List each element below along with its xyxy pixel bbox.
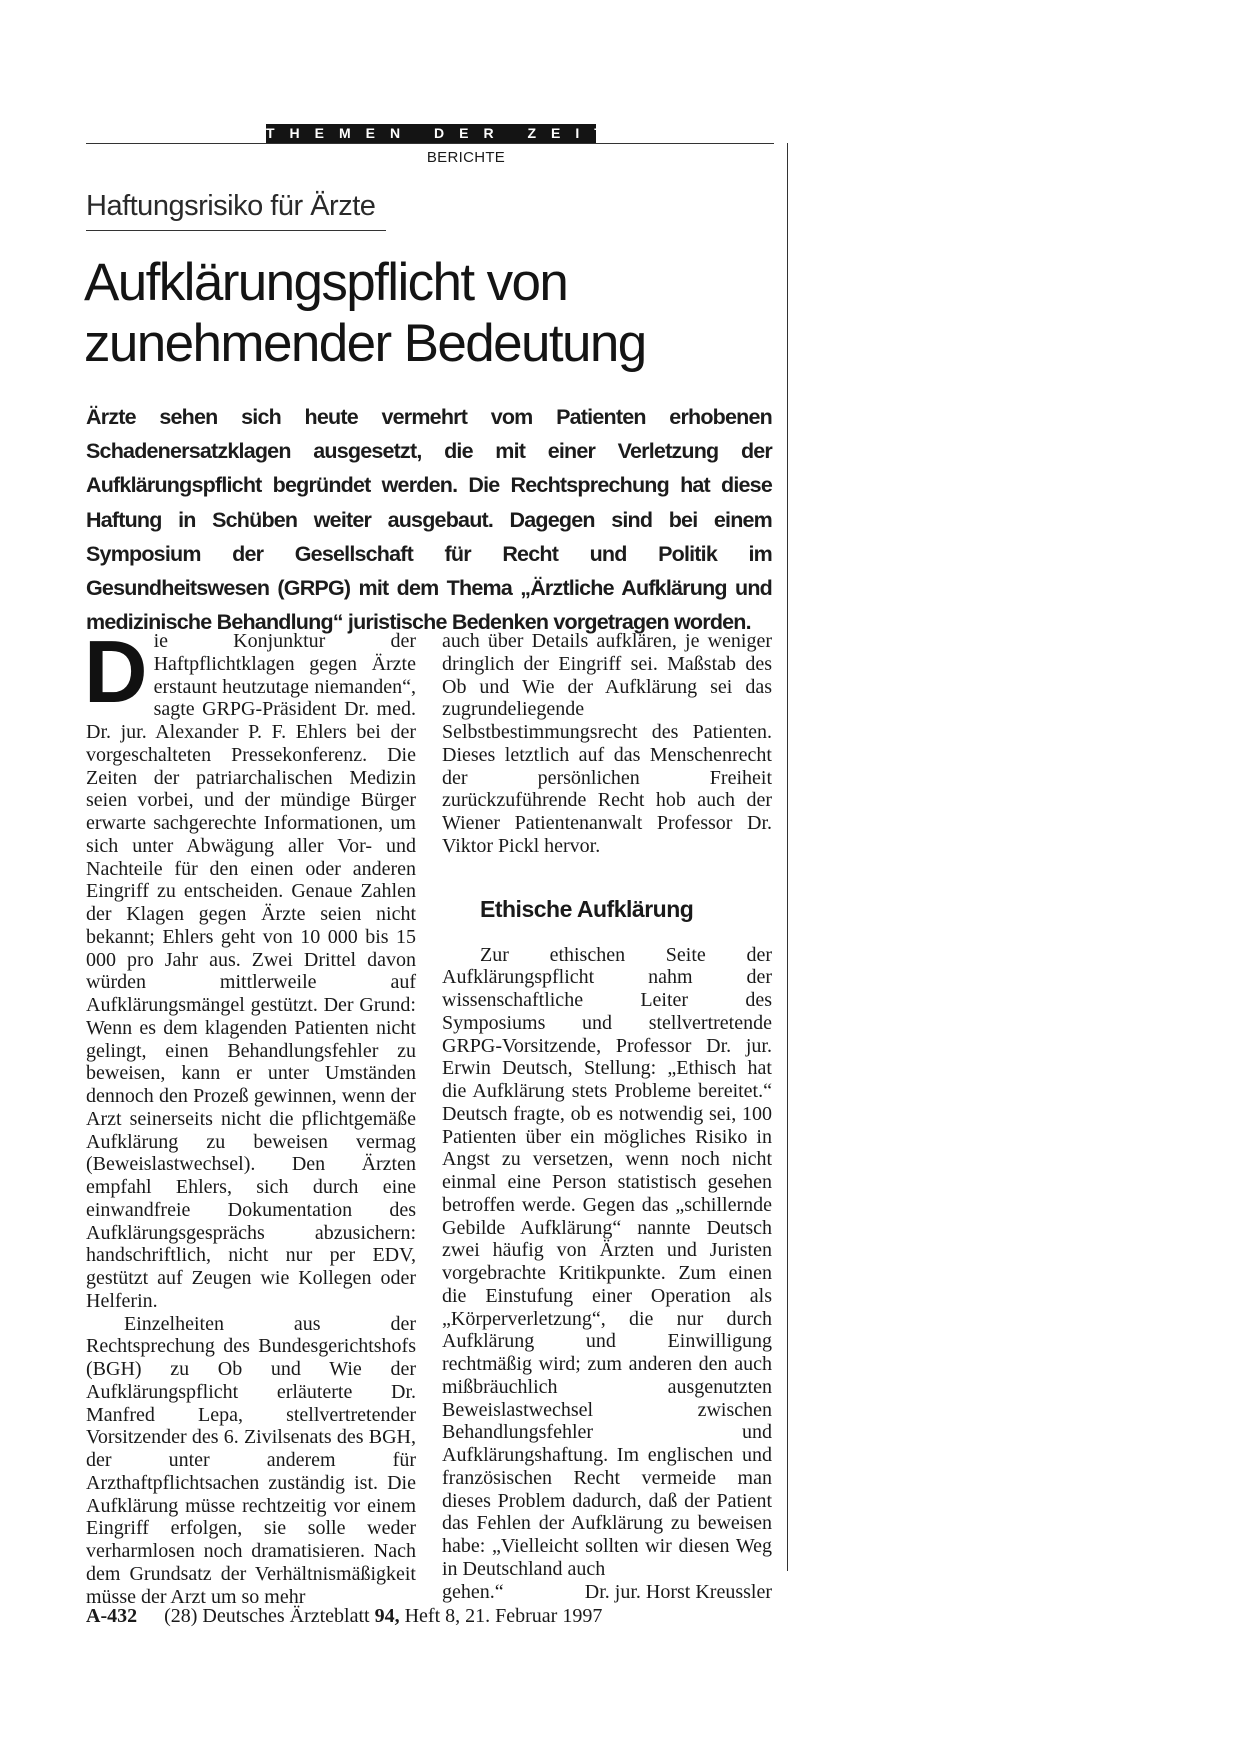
article-kicker: Haftungsrisiko für Ärzte <box>86 190 376 222</box>
section-rubric: THEMEN DER ZEIT <box>266 125 618 141</box>
body-paragraph-1 <box>84 622 416 1313</box>
body-paragraph-4: Zur ethischen Seite der Aufklärungspflicht nahm der wissenschaftliche Leiter des Symposiums und stellvertretende GRPG-Vorsitzende, Professor Dr. jur. Erwin Deutsch, Stellung: „Ethisch hat die Aufklärung stets Probleme bereitet.“ Deutsch fragte, ob es notwendig sei, 100 Patienten über ein mögliches Risiko in Angst zu versetzen, wenn noch nicht einmal eine Person statistisch gesehen betroffen werde. Gegen das „schillernde Gebilde Aufklärung“ nannte Deutsch zwei häufig von Ärzten und Juristen vorgebrachte Kritikpunkte. Zum einen die Einstufung einer Operation als „Körperverletzung“, die nur durch Aufklärung und Einwilligung rechtmäßig wird; zum anderen den auch mißbräuchlich ausgenutzten Beweislastwechsel zwischen Behandlungsfehler und Aufklärungshaftung. Im englischen und französischen Recht vermeide man dieses Problem dadurch, daß der Patient das Fehlen der Aufklärung zu beweisen habe: „Vielleicht sollten wir diesen Weg in Deutschland auch <box>442 943 772 1580</box>
body-paragraph-2: Einzelheiten aus der Rechtsprechung des Bundesgerichtshofs (BGH) zu Ob und Wie der Aufklärungspflicht erläuterte Dr. Manfred Lepa, stellvertretender Vorsitzender des 6. Zivilsenats des BGH, der unter anderem für Arzthaftpflichtsachen zuständig ist. Die Aufklärung müsse rechtzeitig vor einem Eingriff erfolgen, sie solle weder verharmlosen noch dramatisieren. Nach dem Grundsatz der Verhältnismäßigkeit müsse der Arzt um so mehr <box>86 1312 416 1608</box>
subsection-label: BERICHTE <box>426 149 506 166</box>
kicker-underline <box>86 230 386 231</box>
journal-citation: (28) Deutsches Ärzteblatt <box>164 1605 370 1627</box>
body-column-right <box>442 630 772 1603</box>
body-paragraph-3: auch über Details aufklären, je weniger dringlich der Eingriff sei. Maßstab des Ob und Wie der Aufklärung sei das zugrundeliegende Selbstbestimmungsrecht des Patienten. Dieses letztlich auf das Menschenrecht der persönlichen Freiheit zurückzuführende Recht hob auch der Wiener Patientenanwalt Professor Dr. Viktor Pickl hervor. <box>442 630 772 857</box>
section-subheading: Ethische Aufklärung <box>480 895 694 922</box>
page-number: A-432 <box>86 1605 138 1627</box>
drop-cap: D <box>84 622 148 721</box>
article-headline: Aufklärungspflicht von zunehmender Bedeutung <box>84 253 646 373</box>
body-column-left <box>84 622 416 1608</box>
column-divider <box>787 143 788 1571</box>
issue-date: Heft 8, 21. Februar 1997 <box>404 1605 603 1627</box>
journal-volume: 94, <box>374 1605 400 1627</box>
article-lead: Ärzte sehen sich heute vermehrt vom Patienten erhobenen Schadenersatzklagen ausgesetzt, die mit einer Verletzung der Aufklärungspflicht begründet werden. Die Rechtsprechung hat diese Haftung in Schüben weiter ausgebaut. Dagegen sind bei einem Symposium der Gesellschaft für Recht und Politik im Gesundheitswesen (GRPG) mit dem Thema „Ärztliche Aufklärung und medizinische Behandlung“ juristische Bedenken vorgetragen worden. <box>86 405 772 635</box>
closing-text: gehen.“ <box>442 1580 504 1603</box>
paragraph-text: ie Konjunktur der Haftpflichtklagen gegen Ärzte erstaunt heutzutage niemanden“, sagte GRPG-Präsident Dr. med. Dr. jur. Alexander P. F. Ehlers bei der vorgeschalteten Pressekonferenz. Die Zeiten der patriarchalischen Medizin seien vorbei, und der mündige Bürger erwarte sachgerechte Informationen, um sich unter Abwägung aller Vor- und Nachteile für den einen oder anderen Eingriff zu entscheiden. Genaue Zahlen der Klagen gegen Ärzte seien nicht bekannt; Ehlers geht von 10 000 bis 15 000 pro Jahr aus. Zwei Drittel davon würden mittlerweile auf Aufklärungsmängel gestützt. Der Grund: Wenn es dem klagenden Patienten nicht gelingt, einen Behandlungsfehler zu beweisen, kann er unter Umständen dennoch den Prozeß gewinnen, wenn der Arzt seinerseits nicht die pflichtgemäße Aufklärung zu beweisen vermag (Beweislastwechsel). Den Ärzten empfahl Ehlers, sich durch eine einwandfreie Dokumentation des Aufklärungsgesprächs abzusichern: handschriftlich, nicht nur per EDV, gestützt auf Zeugen wie Kollegen oder Helferin. <box>86 630 416 1312</box>
page-footer <box>86 1605 602 1628</box>
author-name: Dr. jur. Horst Kreussler <box>584 1580 772 1603</box>
rubric-rule <box>86 143 774 144</box>
closing-line <box>442 1581 772 1604</box>
